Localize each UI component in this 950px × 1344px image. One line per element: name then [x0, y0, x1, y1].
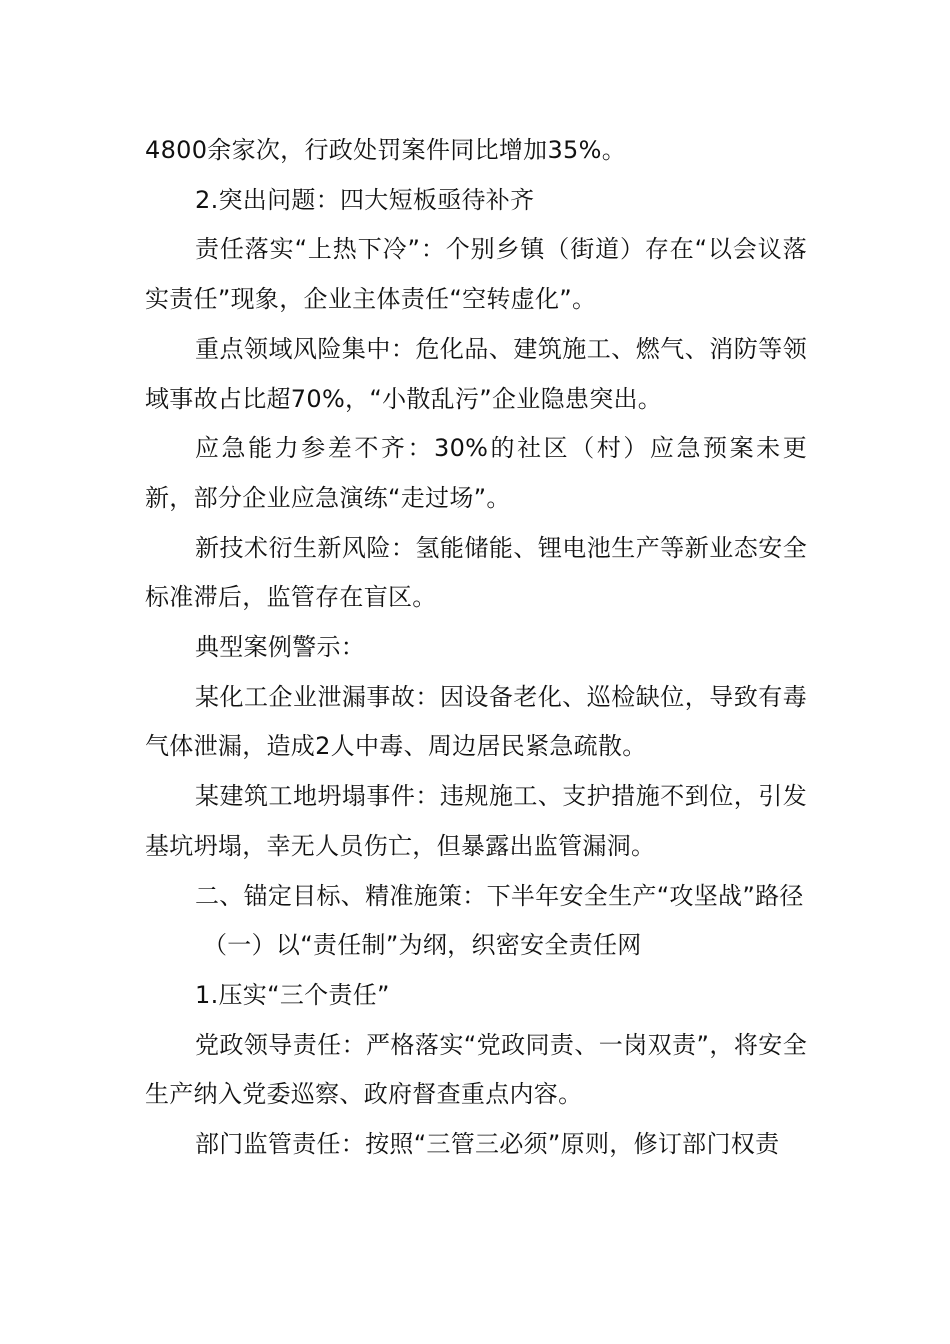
paragraph-party-leadership: 党政领导责任：严格落实“党政同责、一岗双责”，将安全生产纳入党委巡察、政府督查重点内容。	[145, 1030, 807, 1109]
heading-three-responsibilities: 1.压实“三个责任”	[195, 980, 390, 1009]
heading-section-two: 二、锚定目标、精准施策：下半年安全生产“攻坚战”路径	[195, 881, 804, 910]
paragraph-construction-collapse: 某建筑工地坍塌事件：违规施工、支护措施不到位，引发基坑坍塌，幸无人员伤亡，但暴露出监管漏洞。	[145, 782, 807, 860]
paragraph-inspection-stats: 4800余家次，行政处罚案件同比增加35%。	[145, 136, 627, 164]
document-body	[145, 126, 807, 1170]
heading-subsection-one: （一）以“责任制”为纲，织密安全责任网	[203, 931, 642, 960]
paragraph-emergency-capacity: 应急能力参差不齐：30%的社区（村）应急预案未更新，部分企业应急演练“走过场”。	[145, 434, 807, 512]
paragraph-responsibility: 责任落实“上热下冷”：个别乡镇（街道）存在“以会议落实责任”现象，企业主体责任“空转虚化”。	[145, 235, 807, 314]
paragraph-key-risks: 重点领域风险集中：危化品、建筑施工、燃气、消防等领域事故占比超70%，“小散乱污”企业隐患突出。	[145, 334, 807, 413]
paragraph-chemical-leak: 某化工企业泄漏事故：因设备老化、巡检缺位，导致有毒气体泄漏，造成2人中毒、周边居民紧急疏散。	[145, 682, 807, 761]
paragraph-department-supervision: 部门监管责任：按照“三管三必须”原则，修订部门权责	[195, 1130, 780, 1159]
heading-prominent-issues: 2.突出问题：四大短板亟待补齐	[195, 185, 535, 214]
heading-typical-cases: 典型案例警示：	[195, 633, 366, 662]
paragraph-new-tech-risk: 新技术衍生新风险：氢能储能、锂电池生产等新业态安全标准滞后，监管存在盲区。	[145, 533, 807, 612]
